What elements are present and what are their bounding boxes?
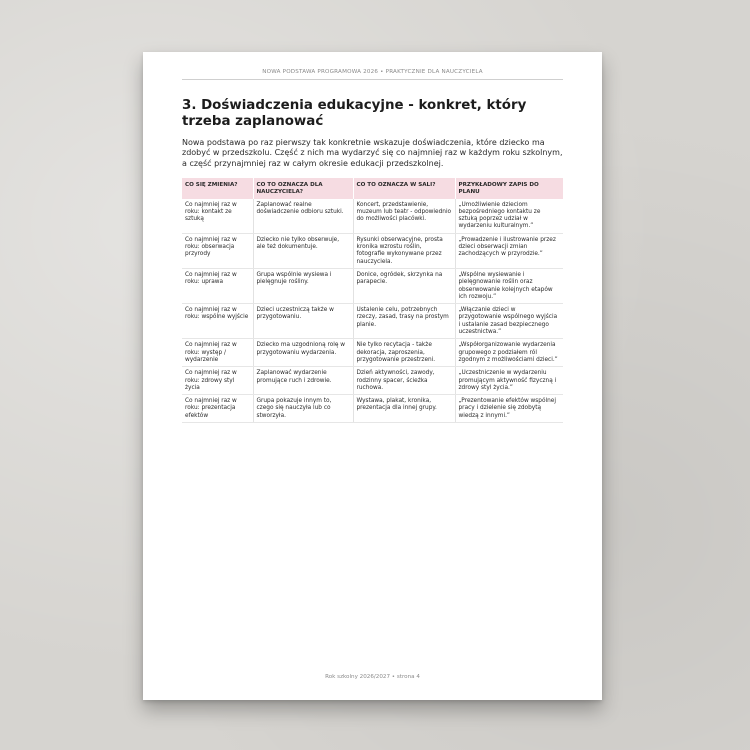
table-row [182, 395, 563, 423]
header-w-sali: CO TO OZNACZA W SALI? [353, 178, 455, 199]
table-cell: Zaplanować wydarzenie promujące ruch i zdrowie. [253, 367, 353, 395]
section-title: 3. Doświadczenia edukacyjne - konkret, który trzeba zaplanować [182, 98, 527, 130]
header-co-sie-zmienia: CO SIĘ ZMIENIA? [182, 178, 253, 199]
table-cell: „Współorganizowanie wydarzenia grupowego z podziałem ról zgodnym z możliwościami dzieci.” [455, 339, 563, 367]
table-cell: „Uczestniczenie w wydarzeniu promującym aktywność fizyczną i zdrowy styl życia.” [455, 367, 563, 395]
table-cell: Wystawa, plakat, kronika, prezentacja dla innej grupy. [353, 395, 455, 423]
table-cell: Co najmniej raz w roku: uprawa [182, 268, 253, 303]
table-cell: „Włączanie dzieci w przygotowanie wspólnego wyjścia i ustalanie zasad bezpiecznego uczestnictwa.” [455, 304, 563, 339]
table-cell: Grupa wspólnie wysiewa i pielęgnuje rośliny. [253, 268, 353, 303]
table-row [182, 304, 563, 339]
table-cell: Ustalenie celu, potrzebnych rzeczy, zasad, trasy na prostym planie. [353, 304, 455, 339]
table-cell: Grupa pokazuje innym to, czego się nauczyła lub co stworzyła. [253, 395, 353, 423]
table-cell: „Prezentowanie efektów wspólnej pracy i dzielenie się zdobytą wiedzą z innymi.” [455, 395, 563, 423]
table-cell: Nie tylko recytacja - także dekoracja, zaproszenia, przygotowanie przestrzeni. [353, 339, 455, 367]
table-cell: Dzieci uczestniczą także w przygotowaniu. [253, 304, 353, 339]
table-cell: Koncert, przedstawienie, muzeum lub teatr - odpowiednio do możliwości placówki. [353, 199, 455, 234]
table-cell: Co najmniej raz w roku: wspólne wyjście [182, 304, 253, 339]
intro-paragraph: Nowa podstawa po raz pierwszy tak konkretnie wskazuje doświadczenia, które dziecko ma zdobyć w przedszkolu. Część z nich ma wydarzyć się co najmniej raz w każdym roku szkolnym, a część przynajmniej raz w całym okresie edukacji przedszkolnej. [182, 137, 563, 168]
header-zapis-do-planu: PRZYKŁADOWY ZAPIS DO PLANU [455, 178, 563, 199]
experiences-table [182, 178, 563, 423]
table-cell: Donice, ogródek, skrzynka na parapecie. [353, 268, 455, 303]
table-cell: Co najmniej raz w roku: występ / wydarzenie [182, 339, 253, 367]
table-cell: Co najmniej raz w roku: kontakt ze sztuką [182, 199, 253, 234]
table-cell: Dziecko nie tylko obserwuje, ale też dokumentuje. [253, 233, 353, 268]
table-cell: Co najmniej raz w roku: prezentacja efektów [182, 395, 253, 423]
table-cell: „Umożliwienie dzieciom bezpośredniego kontaktu ze sztuką poprzez udział w wydarzeniu kulturalnym.” [455, 199, 563, 234]
table-row [182, 268, 563, 303]
header-dla-nauczyciela: CO TO OZNACZA DLA NAUCZYCIELA? [253, 178, 353, 199]
table-row [182, 367, 563, 395]
page-footer: Rok szkolny 2026/2027 • strona 4 [325, 674, 420, 680]
table-cell: Co najmniej raz w roku: obserwacja przyrody [182, 233, 253, 268]
document-page [143, 52, 602, 700]
running-head: NOWA PODSTAWA PROGRAMOWA 2026 • PRAKTYCZNIE DLA NAUCZYCIELA [182, 69, 563, 80]
table-row [182, 199, 563, 234]
table-cell: Rysunki obserwacyjne, prosta kronika wzrostu roślin, fotografie wykonywane przez nauczyciela. [353, 233, 455, 268]
table-cell: Dzień aktywności, zawody, rodzinny spacer, ścieżka ruchowa. [353, 367, 455, 395]
table-row [182, 233, 563, 268]
table-cell: „Prowadzenie i ilustrowanie przez dzieci obserwacji zmian zachodzących w przyrodzie.” [455, 233, 563, 268]
table-cell: Dziecko ma uzgodnioną rolę w przygotowaniu wydarzenia. [253, 339, 353, 367]
table-cell: Zaplanować realne doświadczenie odbioru sztuki. [253, 199, 353, 234]
table-cell: Co najmniej raz w roku: zdrowy styl życia [182, 367, 253, 395]
table-header-row [182, 178, 563, 199]
table-cell: „Wspólne wysiewanie i pielęgnowanie roślin oraz obserwowanie kolejnych etapów ich rozwoju.” [455, 268, 563, 303]
table-row [182, 339, 563, 367]
